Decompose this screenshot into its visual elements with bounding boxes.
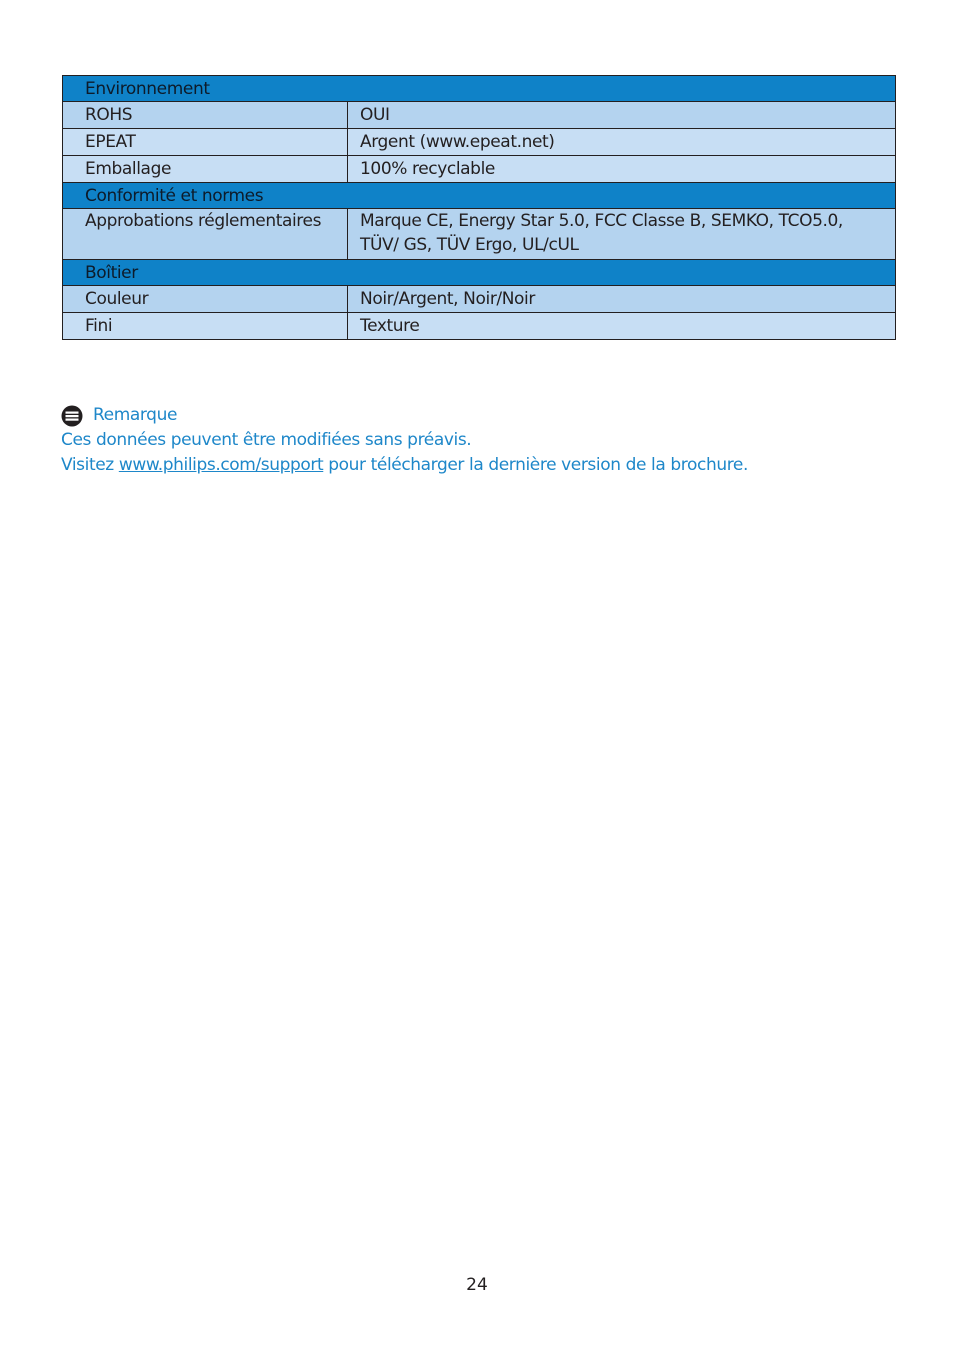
support-link[interactable]: www.philips.com/support bbox=[118, 455, 324, 475]
note-line-1: Ces données peuvent être modifiées sans préavis. bbox=[61, 430, 472, 450]
section-title: Boîtier bbox=[63, 260, 896, 286]
table-row bbox=[63, 129, 896, 156]
row-value: OUI bbox=[348, 102, 896, 129]
table-row bbox=[63, 102, 896, 129]
table-row bbox=[63, 156, 896, 183]
row-value: 100% recyclable bbox=[348, 156, 896, 183]
table-row bbox=[63, 313, 896, 340]
section-title: Environnement bbox=[63, 76, 896, 102]
section-header bbox=[63, 260, 896, 286]
table-row bbox=[63, 286, 896, 313]
spec-table bbox=[62, 75, 896, 340]
note-line-2 bbox=[61, 453, 881, 478]
note-line-2-prefix: Visitez bbox=[61, 455, 119, 475]
row-value: Texture bbox=[348, 313, 896, 340]
note-line-2-suffix: pour télécharger la dernière version de la brochure. bbox=[323, 455, 748, 475]
row-value: Noir/Argent, Noir/Noir bbox=[348, 286, 896, 313]
row-label: Couleur bbox=[63, 286, 348, 313]
row-value: Marque CE, Energy Star 5.0, FCC Classe B, SEMKO, TCO5.0, TÜV/ GS, TÜV Ergo, UL/cUL bbox=[348, 209, 896, 260]
row-label: EPEAT bbox=[63, 129, 348, 156]
note-header bbox=[61, 403, 881, 428]
section-title: Conformité et normes bbox=[63, 183, 896, 209]
row-label: Approbations réglementaires bbox=[63, 209, 348, 260]
table-row bbox=[63, 209, 896, 260]
row-label: ROHS bbox=[63, 102, 348, 129]
section-header bbox=[63, 183, 896, 209]
row-value: Argent (www.epeat.net) bbox=[348, 129, 896, 156]
note-title: Remarque bbox=[93, 405, 177, 425]
section-header bbox=[63, 76, 896, 102]
note-icon bbox=[61, 405, 83, 427]
row-label: Emballage bbox=[63, 156, 348, 183]
row-label: Fini bbox=[63, 313, 348, 340]
page-number: 24 bbox=[466, 1275, 488, 1295]
note-box bbox=[61, 403, 881, 478]
